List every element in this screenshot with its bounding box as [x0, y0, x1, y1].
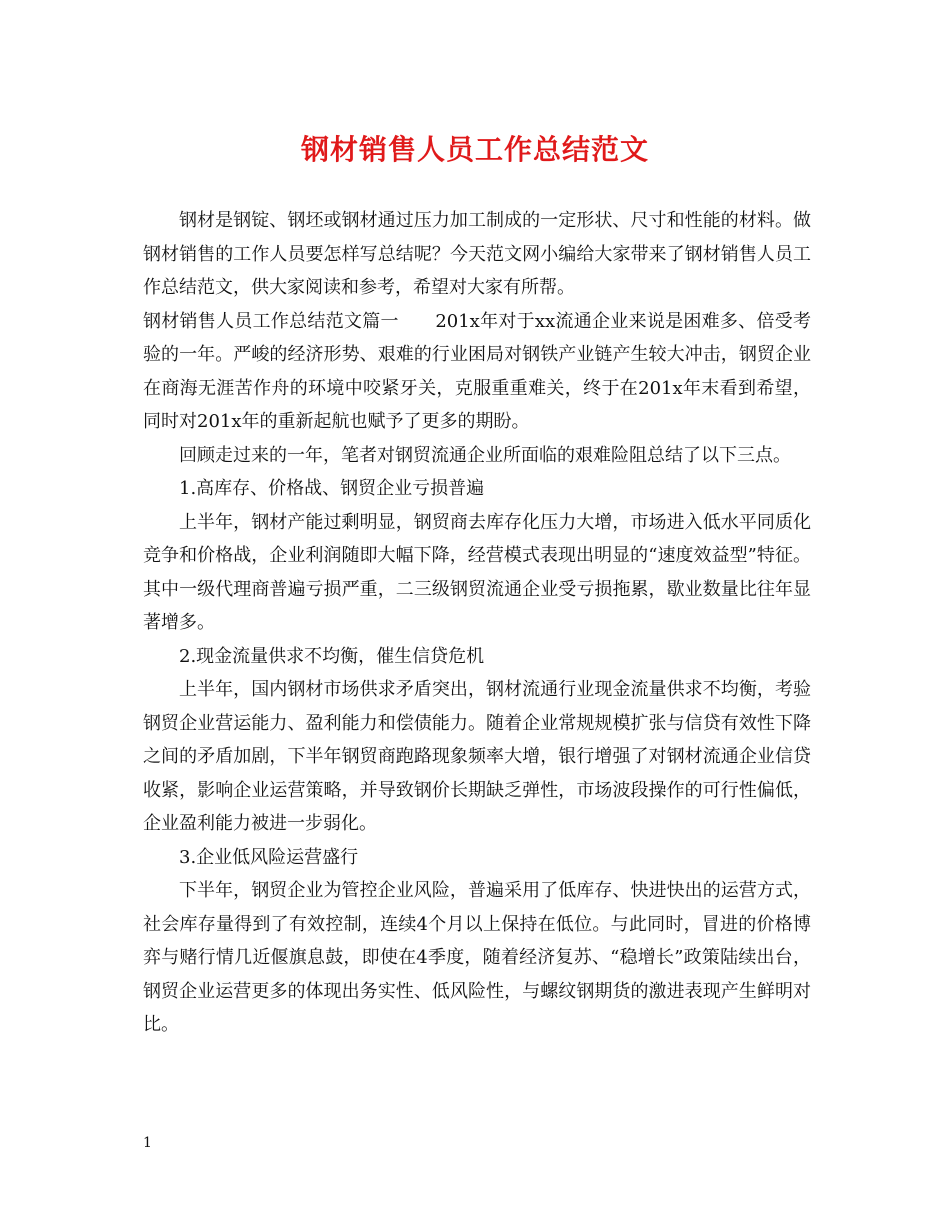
section-heading-paragraph: 钢材销售人员工作总结范文篇一 201x年对于xx流通企业来说是困难多、倍受考验的一年。严峻的经济形势、艰难的行业困局对钢铁产业链产生较大冲击，钢贸企业在商海无涯苦作舟的环境中咬紧牙关，克服重重难关，终于在201x年末看到希望，同时对201x年的重新起航也赋予了更多的期盼。 — [143, 310, 811, 432]
page-number: 1 — [143, 1135, 152, 1151]
point-heading-2: 2.现金流量供求不均衡，催生信贷危机 — [179, 645, 485, 667]
document-body — [143, 204, 811, 1042]
point-heading-3: 3.企业低风险运营盛行 — [179, 846, 359, 868]
point-body-1: 上半年，钢材产能过剩明显，钢贸商去库存化压力大增，市场进入低水平同质化竞争和价格战，企业利润随即大幅下降，经营模式表现出明显的“速度效益型”特征。其中一级代理商普遍亏损严重，二三级钢贸流通企业受亏损拖累，歇业数量比往年显著增多。 — [143, 511, 811, 633]
point-heading-1: 1.高库存、价格战、钢贸企业亏损普遍 — [179, 478, 485, 499]
intro-paragraph: 钢材是钢锭、钢坯或钢材通过压力加工制成的一定形状、尺寸和性能的材料。做钢材销售的工作人员要怎样写总结呢？今天范文网小编给大家带来了钢材销售人员工作总结范文，供大家阅读和参考，希望对大家有所帮。 — [143, 210, 811, 298]
page-title: 钢材销售人员工作总结范文 — [300, 133, 649, 166]
point-body-2: 上半年，国内钢材市场供求矛盾突出，钢材流通行业现金流量供求不均衡，考验钢贸企业营运能力、盈利能力和偿债能力。随着企业常规规模扩张与信贷有效性下降之间的矛盾加剧，下半年钢贸商跑路现象频率大增，银行增强了对钢材流通企业信贷收紧，影响企业运营策略，并导致钢价长期缺乏弹性，市场波段操作的可行性偏低，企业盈利能力被进一步弱化。 — [143, 679, 811, 834]
review-paragraph: 回顾走过来的一年，笔者对钢贸流通企业所面临的艰难险阻总结了以下三点。 — [179, 444, 791, 466]
point-body-3: 下半年，钢贸企业为管控企业风险，普遍采用了低库存、快进快出的运营方式，社会库存量得到了有效控制，连续4个月以上保持在低位。与此同时，冒进的价格博弈与赌行情几近偃旗息鼓，即使在4季度，随着经济复苏、“稳增长”政策陆续出台，钢贸企业运营更多的体现出务实性、低风险性，与螺纹钢期货的激进表现产生鲜明对比。 — [143, 880, 811, 1035]
